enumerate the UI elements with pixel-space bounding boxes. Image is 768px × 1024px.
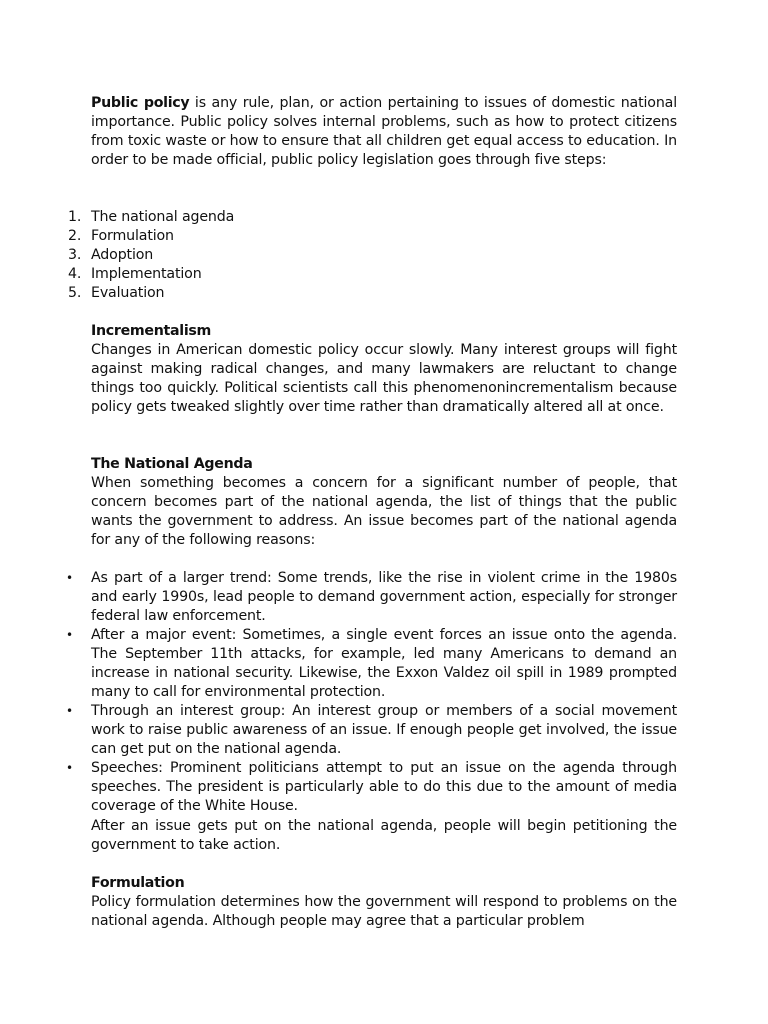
list-item <box>0 284 677 303</box>
formulation-heading: Formulation <box>91 875 185 891</box>
reasons-list <box>0 569 700 816</box>
list-item <box>0 626 677 702</box>
incrementalism-body: Changes in American domestic policy occur slowly. Many interest groups will fight against making radical changes, and many lawmakers are reluctant to change things too quickly. Political scientists call this phenomenonincrementalism because policy gets tweaked slightly over time rather than dramatically altered all at once. <box>91 342 677 415</box>
national-agenda-section <box>91 455 677 550</box>
list-item <box>0 227 677 246</box>
step-label: The national agenda <box>91 209 235 225</box>
step-label: Adoption <box>91 247 154 263</box>
list-item <box>0 759 677 816</box>
public-policy-term: Public policy <box>91 95 190 111</box>
step-label: Implementation <box>91 266 202 282</box>
national-agenda-body: When something becomes a concern for a significant number of people, that concern becomes part of the national agenda, the list of things that the public wants the government to address. An issue becomes part of the national agenda for any of the following reasons: <box>91 475 677 548</box>
formulation-body: Policy formulation determines how the government will respond to problems on the national agenda. Although people may agree that a particular problem <box>91 894 677 929</box>
bullet-icon: • <box>66 628 73 642</box>
bullet-icon: • <box>66 571 73 585</box>
list-marker: 5. <box>68 285 82 301</box>
national-agenda-heading: The National Agenda <box>91 456 253 472</box>
reason-text: After a major event: Sometimes, a single event forces an issue onto the agenda. The September 11th attacks, for example, led many Americans to demand an increase in national security. Likewise, the Exxon Valdez oil spill in 1989 prompted many to call for environmental protection. <box>91 627 677 700</box>
steps-list <box>0 208 700 303</box>
list-marker: 1. <box>68 209 82 225</box>
step-label: Formulation <box>91 228 174 244</box>
list-item <box>0 265 677 284</box>
list-marker: 2. <box>68 228 82 244</box>
list-marker: 4. <box>68 266 82 282</box>
after-agenda-text: After an issue gets put on the national agenda, people will begin petitioning the government to take action. <box>91 818 677 853</box>
formulation-section <box>91 874 677 931</box>
list-item <box>0 569 677 626</box>
intro-paragraph <box>91 94 677 170</box>
step-label: Evaluation <box>91 285 165 301</box>
list-marker: 3. <box>68 247 82 263</box>
reason-text: Through an interest group: An interest group or members of a social movement work to raise public awareness of an issue. If enough people get involved, the issue can get put on the national agenda. <box>91 703 677 757</box>
reason-text: Speeches: Prominent politicians attempt to put an issue on the agenda through speeches. The president is particularly able to do this due to the amount of media coverage of the White House. <box>91 760 677 814</box>
incrementalism-section <box>91 322 677 417</box>
after-agenda-paragraph <box>91 817 677 855</box>
list-item <box>0 208 677 227</box>
reason-text: As part of a larger trend: Some trends, like the rise in violent crime in the 1980s and early 1990s, lead people to demand government action, especially for stronger federal law enforcement. <box>91 570 677 624</box>
bullet-icon: • <box>66 761 73 775</box>
bullet-icon: • <box>66 704 73 718</box>
list-item <box>0 246 677 265</box>
list-item <box>0 702 677 759</box>
intro-text: is any rule, plan, or action pertaining to issues of domestic national importance. Public policy solves internal problems, such as how to protect citizens from toxic waste or how to ensure that all children get equal access to education. In order to be made official, public policy legislation goes through five steps: <box>91 95 677 168</box>
incrementalism-heading: Incrementalism <box>91 323 212 339</box>
